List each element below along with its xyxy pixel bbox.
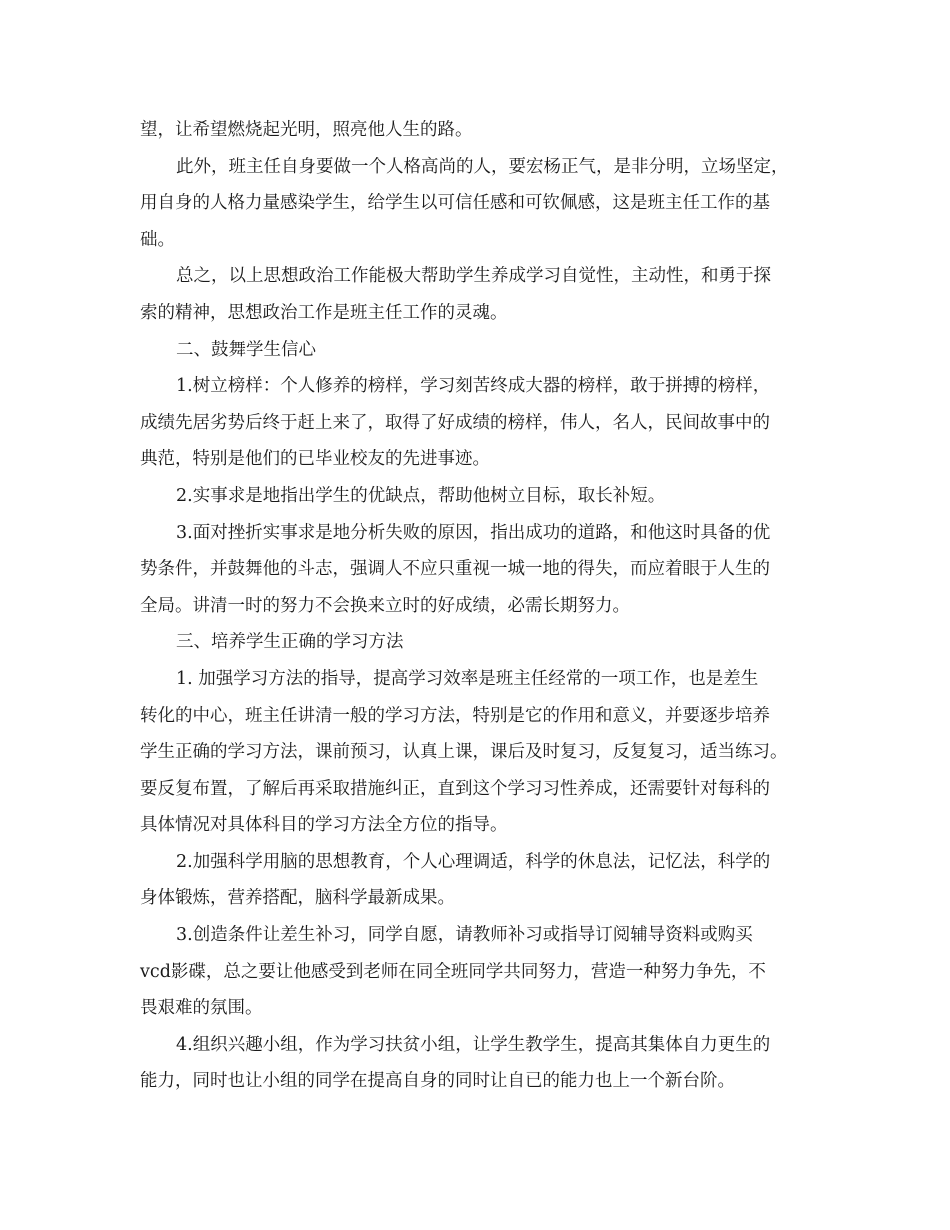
text-line: 学生正确的学习方法，课前预习，认真上课，课后及时复习，反复复习，适当练习。 [140,742,788,763]
text-line: 畏艰难的氛围。 [140,998,263,1019]
section-heading: 三、培养学生正确的学习方法 [176,632,404,653]
text-line: 2.实事求是地指出学生的优缺点，帮助他树立目标，取长补短。 [176,485,666,506]
text-line: 此外，班主任自身要做一个人格高尚的人，要宏杨正气，是非分明，立场坚定， [176,156,789,177]
text-line: 础。 [140,229,175,250]
text-line: 转化的中心，班主任讲清一般的学习方法，特别是它的作用和意义，并要逐步培养 [140,705,770,726]
text-line: 全局。讲清一时的努力不会换来立时的好成绩，必需长期努力。 [140,595,630,616]
text-line: 总之，以上思想政治工作能极大帮助学生养成学习自觉性，主动性，和勇于探 [176,266,771,287]
text-line: 4.组织兴趣小组，作为学习扶贫小组，让学生教学生，提高其集体自力更生的 [176,1034,771,1055]
text-line: 身体锻炼，营养搭配，脑科学最新成果。 [140,888,455,909]
section-heading: 二、鼓舞学生信心 [176,339,316,360]
text-line: 3.创造条件让差生补习，同学自愿，请教师补习或指导订阅辅导资料或购买 [176,925,753,946]
text-line: 成绩先居劣势后终于赶上来了，取得了好成绩的榜样，伟人，名人，民间故事中的 [140,412,770,433]
text-line: 具体情况对具体科目的学习方法全方位的指导。 [140,815,508,836]
text-line: 索的精神，思想政治工作是班主任工作的灵魂。 [140,302,508,323]
text-line: 势条件，并鼓舞他的斗志，强调人不应只重视一城一地的得失，而应着眼于人生的 [140,559,770,580]
text-line: 3.面对挫折实事求是地分析失败的原因，指出成功的道路，和他这时具备的优 [176,522,771,543]
text-line: 2.加强科学用脑的思想教育，个人心理调适，科学的休息法，记忆法，科学的 [176,851,771,872]
text-line: vcd影碟，总之要让他感受到老师在同全班同学共同努力，营造一种努力争先，不 [140,961,766,982]
text-line: 1.树立榜样：个人修养的榜样，学习刻苦终成大器的榜样，敢于拼搏的榜样， [176,376,771,397]
text-line: 要反复布置，了解后再采取措施纠正，直到这个学习习性养成，还需要针对每科的 [140,778,770,799]
text-line: 望，让希望燃烧起光明，照亮他人生的路。 [140,120,473,140]
document-body [140,112,815,1100]
text-line: 能力，同时也让小组的同学在提高自身的同时让自已的能力也上一个新台阶。 [140,1071,735,1092]
text-line: 典范，特别是他们的已毕业校友的先进事迹。 [140,449,490,470]
text-line: 1. 加强学习方法的指导，提高学习效率是班主任经常的一项工作，也是差生 [176,668,759,689]
text-line: 用自身的人格力量感染学生，给学生以可信任感和可钦佩感，这是班主任工作的基 [140,193,770,214]
